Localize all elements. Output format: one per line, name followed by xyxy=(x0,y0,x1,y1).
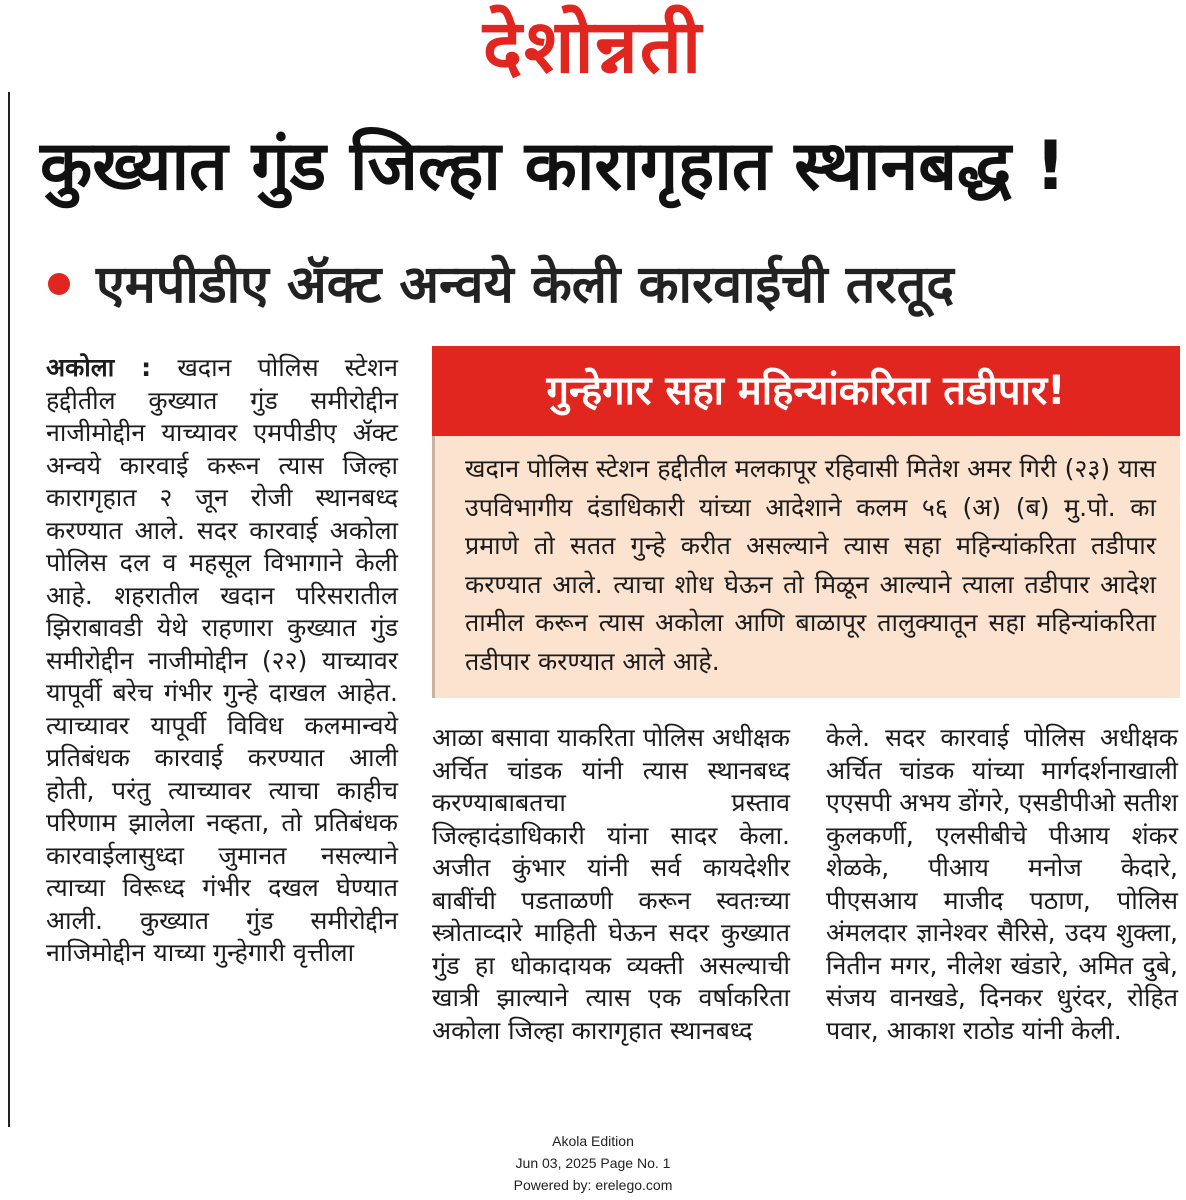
edition-label: Akola Edition xyxy=(552,1133,634,1149)
page-footer xyxy=(0,1130,1186,1200)
powered-by-link[interactable]: Powered by: erelego.com xyxy=(513,1177,673,1193)
subheadline xyxy=(48,240,1178,330)
article-column-1 xyxy=(46,352,398,1132)
subheadline-text: एमपीडीए ॲक्ट अन्वये केली कारवाईची तरतूद xyxy=(96,255,954,315)
newspaper-logo: देशोन्नती xyxy=(482,4,704,90)
date-page-label: Jun 03, 2025 Page No. 1 xyxy=(515,1155,671,1171)
bullet-dot-icon xyxy=(48,273,70,295)
article-column-2: आळा बसावा याकरिता पोलिस अधीक्षक अर्चित चांडक यांनी त्यास स्थानबध्द करण्याबाबतचा प्रस्ताव जिल्हादंडाधिकारी यांना सादर केला. अजीत कुंभार यांनी सर्व कायदेशीर बाबींची पडताळणी करून स्वतःच्या स्त्रोताव्दारे माहिती घेऊन सदर कुख्यात गुंड हा धोकादायक व्यक्ती असल्याची खात्री झाल्याने त्यास एक वर्षाकरिता अकोला जिल्हा कारागृहात स्थानबध्द xyxy=(432,723,790,1045)
sidebox-body: खदान पोलिस स्टेशन हद्दीतील मलकापूर रहिवासी मितेश अमर गिरी (२३) यास उपविभागीय दंडाधिकारी यांच्या आदेशाने कलम ५६ (अ) (ब) मु.पो. का प्रमाणे तो सतत गुन्हे करीत असल्याने त्यास सहा महिन्यांकरिता तडीपार करण्यात आले. त्याचा शोध घेऊन तो मिळून आल्याने त्याला तडीपार आदेश तामील करून त्यास अकोला आणि बाळापूर तालुक्यातून सहा महिन्यांकरिता तडीपार करण्यात आले आहे. xyxy=(432,436,1180,698)
dateline: अकोला : xyxy=(46,353,152,382)
article-column-3: केले. सदर कारवाई पोलिस अधीक्षक अर्चित चांडक यांच्या मार्गदर्शनाखाली एएसपी अभय डोंगरे, एसडीपीओ सतीश कुलकर्णी, एलसीबीचे पीआय शंकर शेळके, पीआय मनोज केदारे, पीएसआय माजीद पठाण, पोलिस अंमलदार ज्ञानेश्वर सैरिसे, उदय शुक्ला, नितीन मगर, नीलेश खंडारे, अमित दुबे, संजय वानखडे, दिनकर धुरंदर, रोहित पवार, आकाश राठोड यांनी केली. xyxy=(826,723,1178,1045)
sidebox xyxy=(432,346,1180,698)
column-1-text: खदान पोलिस स्टेशन हद्दीतील कुख्यात गुंड समीरोद्दीन नाजीमोद्दीन याच्यावर एमपीडीए ॲक्ट अन्वये कारवाई करून त्यास जिल्हा कारागृहात २ जून रोजी स्थानबध्द करण्यात आले. सदर कारवाई अकोला पोलिस दल व महसूल विभागाने केली आहे. शहरातील खदान परिसरातील झिराबावडी येथे राहणारा कुख्यात गुंड समीरोद्दीन नाजीमोद्दीन (२२) याच्यावर यापूर्वी बरेच गंभीर गुन्हे दाखल आहेत. त्याच्यावर यापूर्वी विविध कलमान्वये प्रतिबंधक कारवाई करण्यात आली होती, परंतु त्याच्यावर त्याचा काहीच परिणाम झालेला नव्हता, तो प्रतिबंधक कारवाईलासुध्दा जुमानत नसल्याने त्याच्या विरूध्द गंभीर दखल घेण्यात आली. कुख्यात गुंड समीरोद्दीन नाजिमोद्दीन याच्या गुन्हेगारी वृत्तीला xyxy=(46,353,398,967)
sidebox-title: गुन्हेगार सहा महिन्यांकरिता तडीपार! xyxy=(432,346,1180,436)
masthead xyxy=(0,2,1186,92)
column-rule xyxy=(8,92,10,1127)
headline: कुख्यात गुंड जिल्हा कारागृहात स्थानबद्ध ! xyxy=(40,127,1067,206)
